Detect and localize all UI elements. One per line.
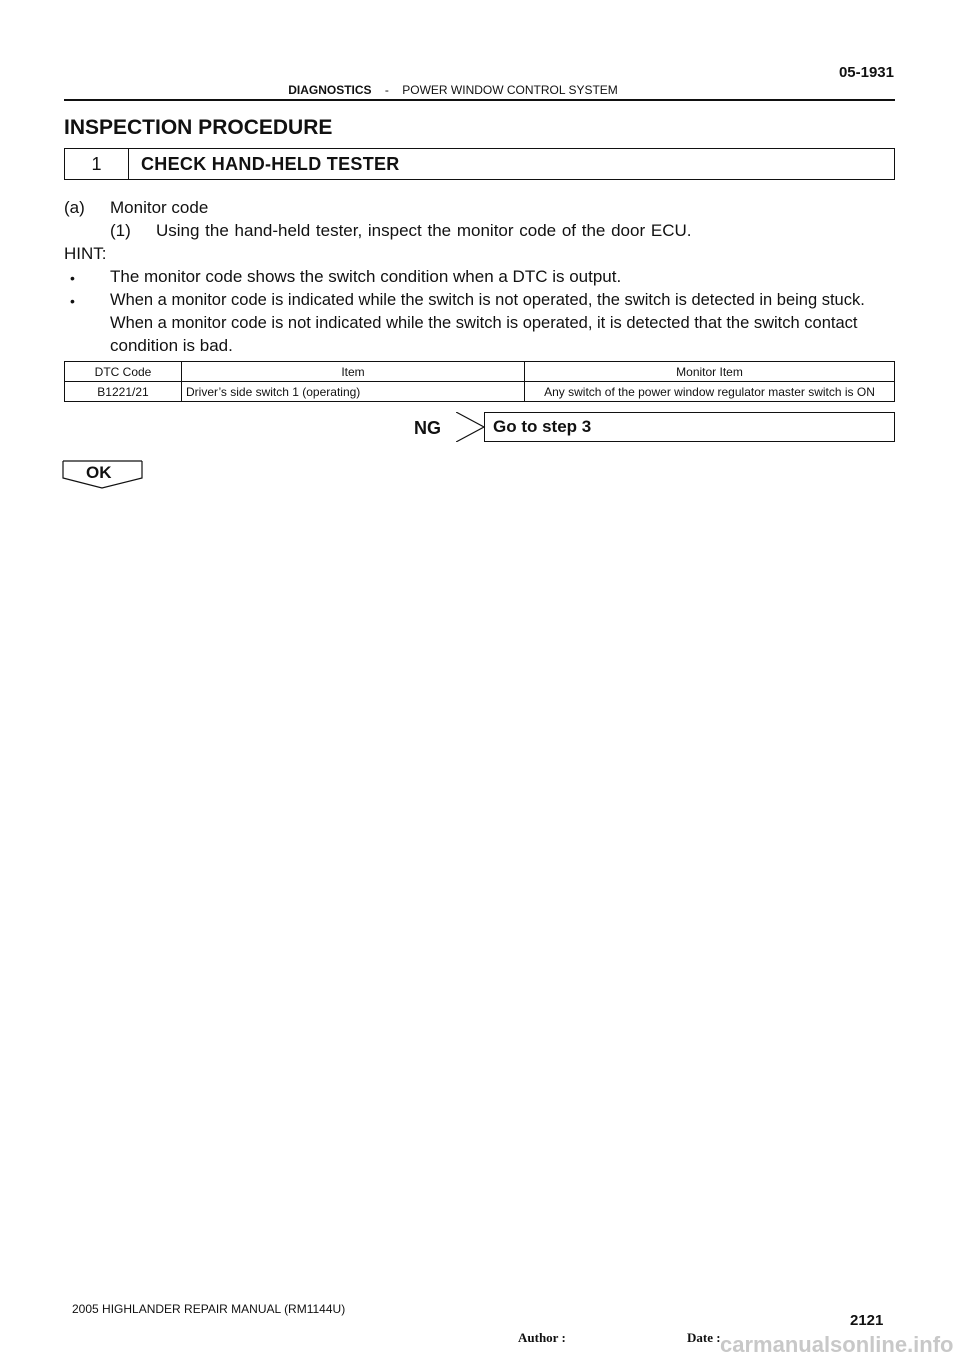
header-dtc-code: DTC Code [65, 362, 182, 382]
item-a-label: (a) [64, 198, 85, 217]
bullet-dot: • [70, 293, 75, 309]
bullet-2-line-2: When a monitor code is not indicated while the switch is operated, it is detected that the switch contact [110, 314, 858, 332]
ok-label: OK [86, 463, 112, 482]
cell-item: Driver’s side switch 1 (operating) [182, 382, 525, 402]
footer-page-number: 2121 [850, 1312, 884, 1329]
header-monitor-item: Monitor Item [525, 362, 895, 382]
ng-label: NG [414, 418, 441, 438]
item-a1-label: (1) [110, 221, 131, 240]
step-number: 1 [65, 149, 129, 179]
page-title: INSPECTION PROCEDURE [64, 116, 333, 139]
ng-action-box [484, 412, 895, 442]
bullet-2-line-3: condition is bad. [110, 336, 233, 355]
section-label: DIAGNOSTICS [288, 83, 372, 97]
item-a1-text: Using the hand-held tester, inspect the monitor code of the door ECU. [156, 221, 692, 240]
watermark: carmanualsonline.info [720, 1332, 954, 1357]
cell-dtc-code: B1221/21 [65, 382, 182, 402]
step-box [64, 148, 895, 180]
footer-manual: 2005 HIGHLANDER REPAIR MANUAL (RM1144U) [72, 1302, 346, 1316]
ng-action-text: Go to step 3 [493, 417, 592, 436]
bullet-2-line-1: When a monitor code is indicated while the switch is not operated, the switch is detected in being stuck. [110, 291, 865, 309]
item-a-text: Monitor code [110, 198, 209, 217]
table-header-row [65, 362, 895, 382]
footer-date: Date : [687, 1330, 721, 1345]
page-code: 05-1931 [838, 64, 894, 81]
section-separator: - [384, 83, 389, 97]
bullet-1: The monitor code shows the switch condition when a DTC is output. [110, 267, 622, 286]
step-title: CHECK HAND-HELD TESTER [141, 154, 400, 174]
bullet-dot: • [70, 270, 75, 286]
footer-author: Author : [518, 1330, 566, 1345]
header-item: Item [182, 362, 525, 382]
section-header [0, 83, 936, 97]
monitor-code-table [64, 361, 895, 402]
cell-monitor-item: Any switch of the power window regulator master switch is ON [525, 382, 895, 402]
hint-label: HINT: [64, 244, 107, 263]
ng-arrow-icon [456, 412, 486, 442]
section-title: POWER WINDOW CONTROL SYSTEM [402, 83, 618, 97]
header-rule [64, 99, 895, 101]
table-row [65, 382, 895, 402]
